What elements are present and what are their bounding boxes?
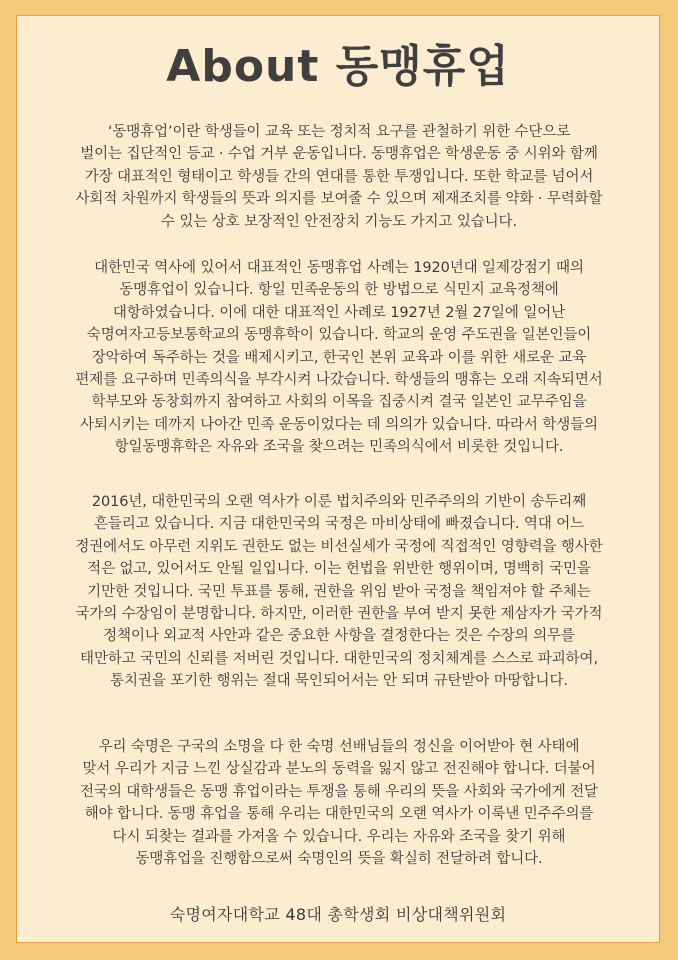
text-line: 편제를 요구하며 민족의식을 부각시켜 나갔습니다. 학생들의 맹휴는 오래 지속되면서 — [75, 372, 603, 389]
text-line: 다시 되찾는 결과를 가져올 수 있습니다. 우리는 자유와 조국을 찾기 위해 — [112, 828, 566, 845]
text-line: 적은 없고, 있어서도 안될 일입니다. 이는 헌법을 위반한 행위이며, 명백히 국민을 — [87, 561, 591, 578]
text-line: 장악하여 독주하는 것을 배제시키고, 한국인 본위 교육과 이를 위한 새로운 교육 — [91, 349, 587, 366]
page-title: About 동맹휴업 — [166, 41, 510, 92]
text-line: 동맹휴업이 있습니다. 항일 민족운동의 한 방법으로 식민지 교육정책에 — [119, 282, 559, 299]
text-line: 가장 대표적인 형태이고 학생들 간의 연대를 통한 투쟁입니다. 또한 학교를 넘어서 — [84, 168, 594, 185]
text-line: 항일동맹휴학은 자유와 조국을 찾으려는 민족의식에서 비롯한 것입니다. — [114, 439, 564, 456]
text-line: 정권에서도 아무런 지위도 권한도 없는 비선실세가 국정에 직접적인 영향력을 행사한 — [75, 538, 603, 555]
text-line: 학부모와 동창회까지 참여하고 사회의 이목을 집중시켜 결국 일본인 교무주임을 — [91, 394, 587, 411]
text-line: 정책이나 외교적 사안과 같은 중요한 사항을 결정한다는 것은 수장의 의무를 — [103, 628, 575, 645]
paragraph-definition — [37, 121, 641, 233]
notice-card — [16, 15, 660, 943]
text-line: 대항하였습니다. 이에 대한 대표적인 사례로 1927년 2월 27일에 일어난 — [112, 304, 566, 321]
text-line: 맞서 우리가 지금 느낀 상실감과 분노의 동력을 잃지 않고 전진해야 합니다. 더불어 — [82, 761, 596, 778]
text-line: 기만한 것입니다. 국민 투표를 통해, 권한을 위임 받아 국정을 책임져야 할 주체는 — [87, 583, 591, 600]
text-line: 우리 숙명은 구국의 소명을 다 한 숙명 선배님들의 정신을 이어받아 현 사태에 — [98, 739, 580, 755]
text-line: 동맹휴업을 진행함으로써 숙명인의 뜻을 확실히 전달하려 합니다. — [135, 851, 543, 868]
text-line: 흔들리고 있습니다. 지금 대한민국의 국정은 마비상태에 빠졌습니다. 역대 어느 — [93, 516, 585, 533]
text-line: 2016년, 대한민국의 오랜 역사가 이룬 법치주의와 민주주의의 기반이 송두리째 — [91, 494, 587, 510]
paragraph-history — [37, 257, 641, 459]
text-line: 대한민국 역사에 있어서 대표적인 동맹휴업 사례는 1920년대 일제강점기 때의 — [94, 260, 584, 276]
text-line: 해야 합니다. 동맹 휴업을 통해 우리는 대한민국의 오랜 역사가 이룩낸 민주주의를 — [84, 806, 594, 823]
text-line: ‘동맹휴업’이란 학생들이 교육 또는 정치적 요구를 관철하기 위한 수단으로 — [107, 124, 571, 140]
paragraph-current-situation — [37, 491, 641, 693]
text-line: 수 있는 상호 보장적인 안전장치 기능도 가지고 있습니다. — [161, 213, 517, 230]
text-line: 태만하고 국민의 신뢰를 저버린 것입니다. 대한민국의 정치체계를 스스로 파괴하여, — [80, 650, 598, 667]
text-line: 벌이는 집단적인 등교 · 수업 거부 운동입니다. 동맹휴업은 학생운동 중 시위와 함께 — [80, 146, 598, 163]
text-line: 통치권을 포기한 행위는 절대 묵인되어서는 안 되며 규탄받아 마땅합니다. — [110, 673, 568, 690]
text-line: 전국의 대학생들은 동맹 휴업이라는 투쟁을 통해 우리의 뜻을 사회와 국가에게 전달 — [80, 783, 598, 800]
paragraph-call-to-action — [37, 736, 641, 870]
signature-footer: 숙명여자대학교 48대 총학생회 비상대책위원회 — [169, 905, 507, 924]
text-line: 국가의 수장임이 분명합니다. 하지만, 이러한 권한을 부여 받지 못한 제삼자가 국가적 — [75, 606, 603, 623]
text-line: 사퇴시키는 데까지 나아간 민족 운동이었다는 데 의의가 있습니다. 따라서 학생들의 — [80, 416, 598, 433]
text-line: 사회적 차원까지 학생들의 뜻과 의지를 보여줄 수 있으며 제재조치를 약화 · 무력화할 — [75, 191, 603, 208]
text-line: 숙명여자고등보통학교의 동맹휴학이 있습니다. 학교의 운영 주도권을 일본인들이 — [86, 327, 592, 344]
